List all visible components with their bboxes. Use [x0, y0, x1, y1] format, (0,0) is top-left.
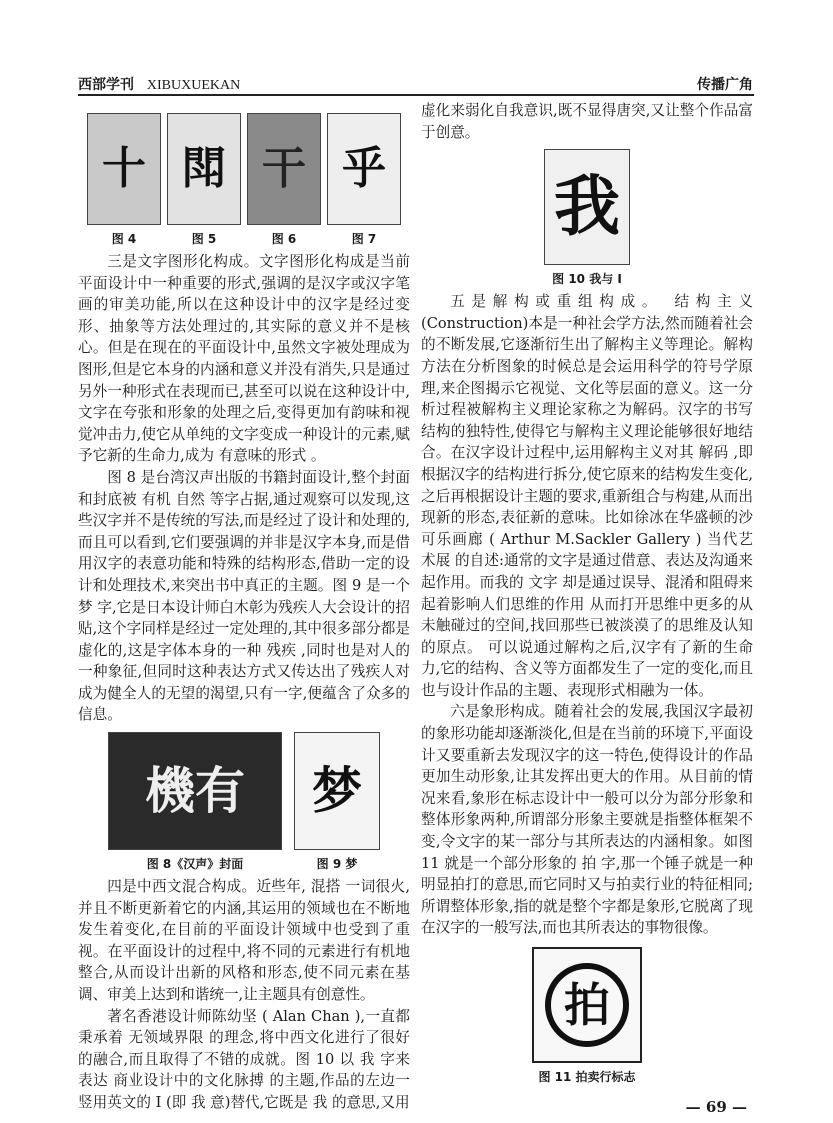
paragraph: 六是象形构成。随着社会的发展,我国汉字最初的象形功能却逐渐淡化,但是在当前的环境下,平面设计又要重新去发现汉字的这一特色,使得设计的作品更加生动形象,让其发挥出更大的作用。从目前的情况来看,象形在标志设计中一般可以分为部分形象和整体形象两种,所谓部分形象主要就是指整体框架不变,令文字的某一部分与其所表达的内涵相象。如图 11 就是一个部分形象的 拍 字,那一个锤子就是一种明显拍打的意思,而它同时又与拍卖行业的特征相同;所谓整体形象,指的就是整个字都是象形,它脱离了现在汉字的一般写法,而也其所表达的事物很像。 [421, 703, 753, 937]
figure-5-image [167, 113, 241, 225]
figure-11-image [532, 947, 642, 1063]
paragraph: 三是文字图形化构成。文字图形化构成是当前平面设计中一种重要的形式,强调的是汉字或汉字笔画的审美功能,所以在这种设计中的汉字是经过变形、抽象等方法处理过的,其实际的意义并不是核心。但是在现在的平面设计中,虽然文字被处理成为图形,但是它本身的内涵和意义并没有消失,只是通过另外一种形式在表现而已,甚至可以说在这种设计中,文字在夸张和形象的处理之后,变得更加有韵味和视觉冲击力,使它从单纯的文字变成一种设计的元素,赋予它新的生命力,成为 有意味的形式 。 [78, 253, 410, 465]
figure-9-caption: 图 9 梦 [316, 857, 358, 872]
figure-6-glyph: 干 [262, 143, 306, 194]
figure-8-image [108, 732, 282, 850]
figure-7-glyph: 乎 [342, 143, 386, 194]
page-footer [421, 1097, 753, 1119]
figure-10-row [421, 149, 753, 291]
figure-8 [108, 732, 282, 876]
figure-7 [327, 113, 401, 251]
figures-4-7 [78, 113, 410, 251]
section-title: 传播广角 [697, 77, 753, 93]
journal-title-cn: 西部学刊 [78, 77, 134, 93]
figure-10-caption: 图 10 我与 I [552, 272, 622, 287]
figure-11-glyph: 拍 [564, 978, 610, 1032]
figure-11-row [421, 947, 753, 1089]
figure-4-caption: 图 4 [111, 232, 137, 246]
paragraph: 四是中西文混合构成。近些年, 混搭 一词很火,并且不断更新着它的内涵,其运用的领域也在不断地发生着变化,在目前的平面设计领域中也受到了重视。在平面设计的过程中,将不同的元素进行有机地整合,从而设计出新的风格和形态,使不同元素在基调、审美上达到和谐统一,让主题具有创意性。 [78, 878, 410, 1004]
figure-8-caption: 图 8《汉声》封面 [146, 857, 244, 872]
figure-9-image [294, 732, 380, 850]
right-column [421, 100, 753, 1119]
figure-4-glyph: 十 [102, 143, 146, 194]
figure-6-caption: 图 6 [271, 232, 297, 246]
journal-title-en: XIBUXUEKAN [146, 78, 241, 93]
figure-6 [247, 113, 321, 251]
page-number: — 69 — [685, 1098, 747, 1116]
figure-5-caption: 图 5 [191, 232, 217, 246]
auction-logo-circle [545, 963, 629, 1047]
journal-title [78, 74, 240, 94]
figure-4-image [87, 113, 161, 225]
figure-10-glyph: 我 [554, 168, 620, 246]
paragraph: 图 8 是台湾汉声出版的书籍封面设计,整个封面和封底被 有机 自然 等字占据,通过观察可以发现,这些汉字并不是传统的写法,而是经过了设计和处理的,而且可以看到,它们要强调的并非是汉字本身,而是借用汉字的表意功能和特殊的结构形态,借助一定的设计和处理技术,来突出书中真正的主题。图 9 是一个 梦 字,它是日本设计师白木彰为残疾人大会设计的招贴,这个字同样是经过一定处理的,其中很多部分都是虚化的,这是字体本身的一种 残疾 ,同时也是对人的一种象征,但同时这种表达方式又传达出了残疾人对成为健全人的无望的渴望,只有一字,便蕴含了众多的信息。 [78, 468, 410, 724]
figure-5-glyph: 閗 [182, 143, 226, 194]
figure-6-image [247, 113, 321, 225]
paragraph: 五是解构或重组构成。 结构主义 (Construction)本是一种社会学方法,然而随着社会的不断发展,它逐渐衍生出了解构主义等理论。解构方法在分析图象的时候总是会运用科学的符号学原理,来企图揭示它视觉、文化等层面的意义。这一分析过程被解构主义理论家称之为解码。汉字的书写结构的独特性,使得它与解构主义理论能够很好地结合。在汉字设计过程中,运用解构主义对其 解码 ,即根据汉字的结构进行拆分,使它原来的结构发生变化,之后再根据设计主题的要求,重新组合与构建,从而出现新的形态,表征新的意味。比如徐冰在华盛顿的沙可乐画廊 ( Arthur M.Sackler Gallery ) 当代艺术展 的自述:通常的文字是通过借意、表达及沟通来起作用。而我的 文字 却是通过误导、混淆和阻碍来起着影响人们思维的作用 从而打开思维中更多的从未触碰过的空间,找回那些已被淡漠了的思维及认知的原点。 可以说通过解构之后,汉字有了新的生命力,它的结构、含义等方面都发生了一定的变化,而且也与设计作品的主题、表现形式相融为一体。 [421, 293, 753, 699]
figures-8-9 [78, 732, 410, 876]
figure-11 [532, 947, 642, 1089]
figure-10-image [544, 149, 630, 265]
paragraph: 著名香港设计师陈幼坚 ( Alan Chan ),一直都秉承着 无领域界限 的理念,将中西文化进行了很好的融合,而且取得了不错的成就。图 10 以 我 字来表达 商业设计中的文化脉搏 的主题,作品的左边一竖用英文的 I (即 我 意)替代,它既是 我 的意思,又用 [78, 1007, 410, 1111]
figure-8-glyph: 機有 [145, 762, 245, 821]
figure-10 [544, 149, 630, 291]
paragraph-continued: 虚化来弱化自我意识,既不显得唐突,又让整个作品富于创意。 [421, 102, 753, 141]
figure-9 [294, 732, 380, 876]
figure-4 [87, 113, 161, 251]
figure-11-caption: 图 11 拍卖行标志 [538, 1070, 636, 1084]
header-rule [78, 94, 754, 96]
figure-7-caption: 图 7 [351, 232, 377, 246]
figure-5 [167, 113, 241, 251]
figure-7-image [327, 113, 401, 225]
left-column [78, 113, 410, 1114]
figure-9-glyph: 梦 [312, 762, 362, 821]
